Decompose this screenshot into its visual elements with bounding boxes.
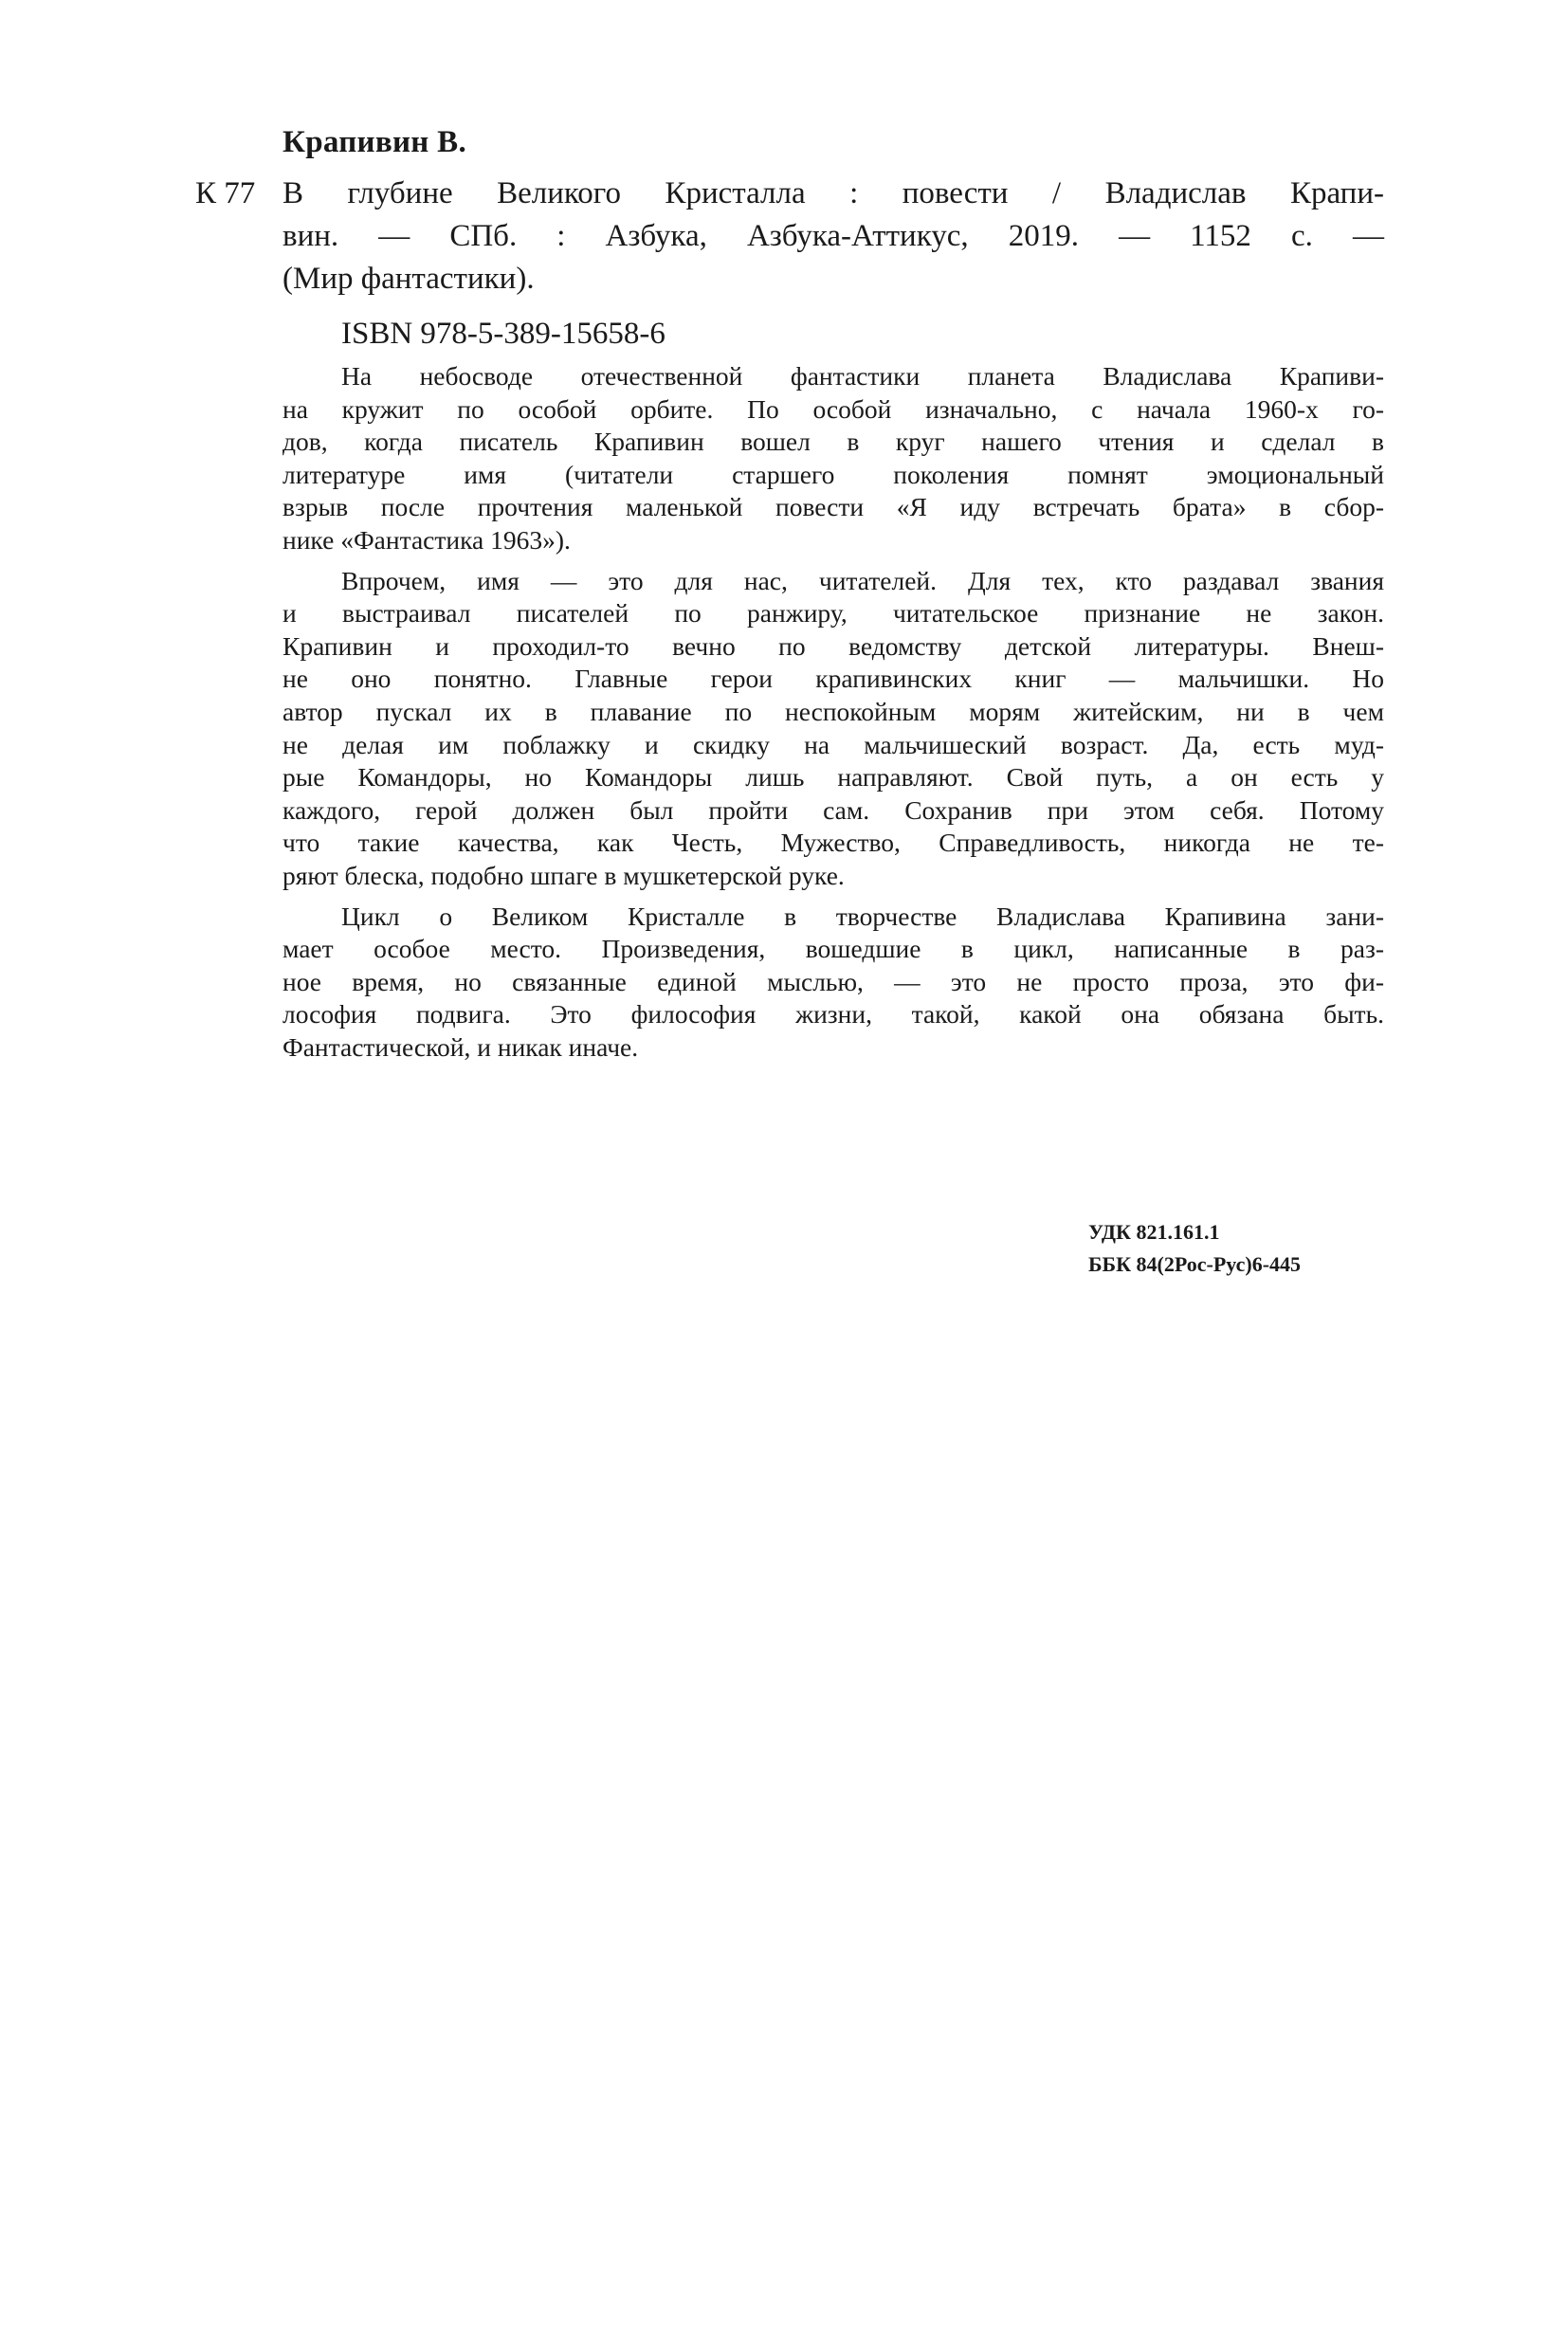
author-heading: Крапивин В. <box>283 125 467 159</box>
annotation-line: литературе имя (читатели старшего поколения помнят эмоциональный <box>283 459 1384 489</box>
biblio-line: (Мир фантастики). <box>283 262 535 296</box>
classification-codes <box>1088 1216 1301 1281</box>
annotation-line: Цикл о Великом Кристалле в творчестве Владислава Крапивина зани- <box>341 901 1384 931</box>
annotation-paragraph <box>283 360 1384 557</box>
annotation-line: ряют блеска, подобно шпаге в мушкетерской руке. <box>283 860 845 890</box>
biblio-line: В глубине Великого Кристалла : повести / Владислав Крапи- <box>283 176 1384 210</box>
annotation-line: что такие качества, как Честь, Мужество, Справедливость, никогда не те- <box>283 828 1384 858</box>
biblio-line: вин. — СПб. : Азбука, Азбука-Аттикус, 2019. — 1152 с. — <box>283 219 1384 253</box>
annotation-line: автор пускал их в плавание по неспокойным морям житейским, ни в чем <box>283 696 1384 726</box>
annotation-paragraph <box>283 565 1384 893</box>
annotation-line: лософия подвига. Это философия жизни, такой, какой она обязана быть. <box>283 999 1384 1030</box>
annotation-line: нике «Фантастика 1963»). <box>283 524 571 555</box>
annotation-line: рые Командоры, но Командоры лишь направляют. Свой путь, а он есть у <box>283 762 1384 793</box>
annotation-line: не делая им поблажку и скидку на мальчишеский возраст. Да, есть муд- <box>283 729 1384 759</box>
annotation-paragraph <box>283 901 1384 1065</box>
annotation-line: Впрочем, имя — это для нас, читателей. Для тех, кто раздавал звания <box>341 565 1384 595</box>
catalog-code: К 77 <box>195 176 256 210</box>
annotation-line: каждого, герой должен был пройти сам. Сохранив при этом себя. Потому <box>283 794 1384 825</box>
isbn: ISBN 978-5-389-15658-6 <box>341 317 665 351</box>
annotation-line: на кружит по особой орбите. По особой изначально, с начала 1960-х го- <box>283 393 1384 424</box>
annotation-line: дов, когда писатель Крапивин вошел в круг нашего чтения и сделал в <box>283 427 1384 457</box>
annotation-line: Крапивин и проходил-то вечно по ведомству детской литературы. Внеш- <box>283 630 1384 661</box>
annotation-line: взрыв после прочтения маленькой повести «Я иду встречать брата» в сбор- <box>283 492 1384 522</box>
annotation-line: не оно понятно. Главные герои крапивинских книг — мальчишки. Но <box>283 664 1384 694</box>
udc-code: УДК 821.161.1 <box>1088 1220 1220 1244</box>
annotation-line: и выстраивал писателей по ранжиру, читательское признание не закон. <box>283 598 1384 629</box>
annotation-line: ное время, но связанные единой мыслью, — это не просто проза, это фи- <box>283 966 1384 996</box>
bibliographic-description <box>283 173 1384 301</box>
annotation-line: На небосводе отечественной фантастики планета Владислава Крапиви- <box>341 361 1384 391</box>
annotation <box>283 360 1384 1064</box>
annotation-line: Фантастической, и никак иначе. <box>283 1031 639 1062</box>
annotation-line: мает особое место. Произведения, вошедшие в цикл, написанные в раз- <box>283 934 1384 964</box>
bbk-code: ББК 84(2Рос-Рус)6-445 <box>1088 1252 1302 1276</box>
